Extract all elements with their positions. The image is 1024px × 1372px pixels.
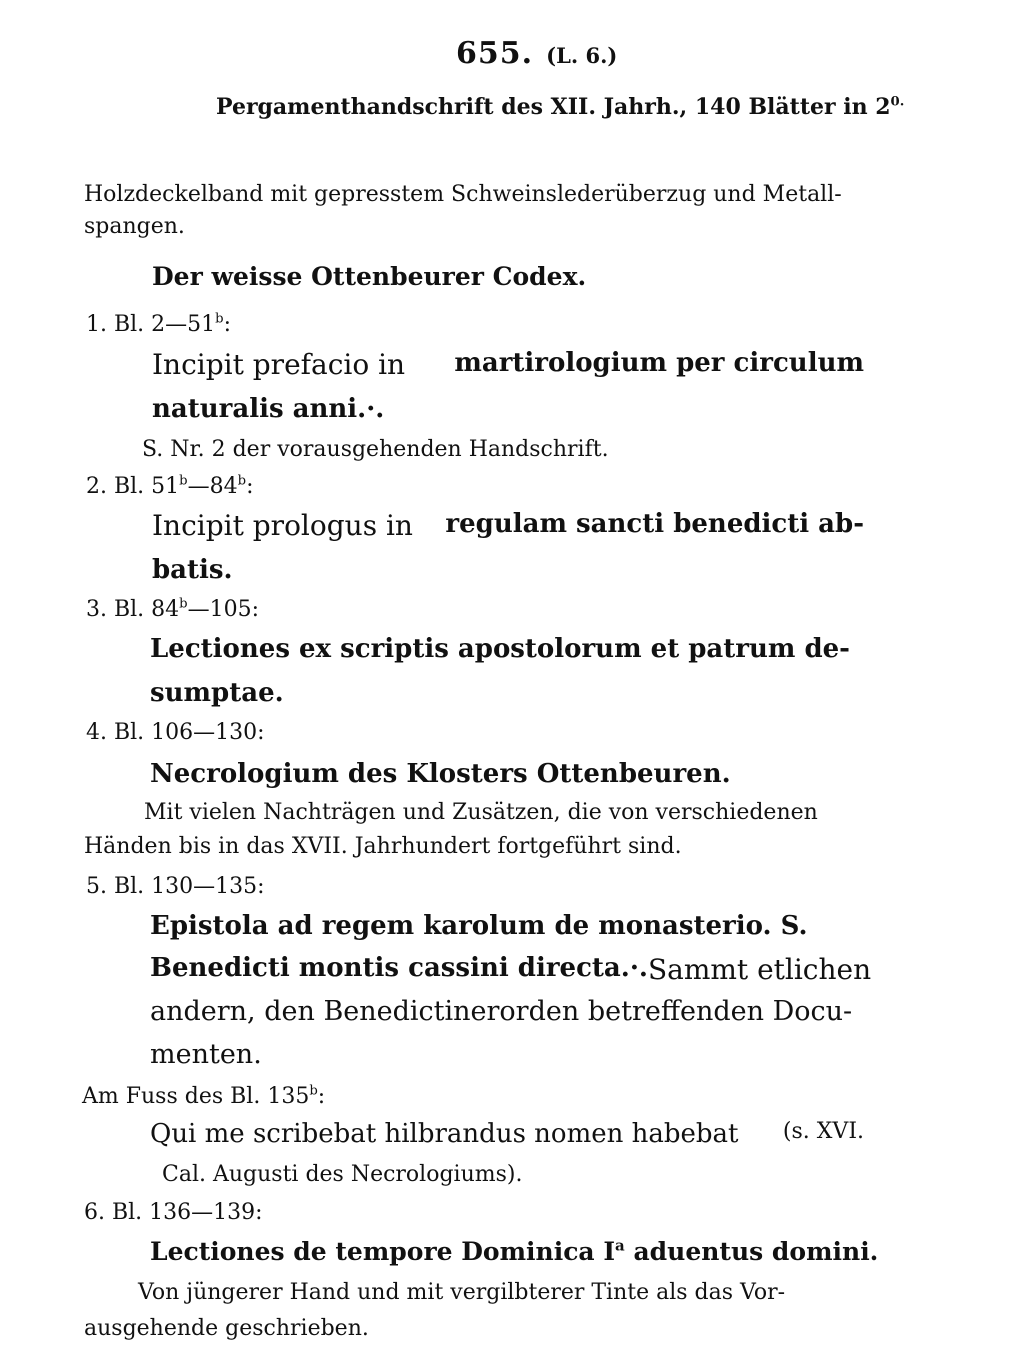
entry-2-title-line-1: Incipit prologus in regulam sancti benedicti ab- bbox=[152, 509, 864, 542]
entry-3-title-line-2: sumptae. bbox=[150, 678, 284, 708]
entry-6-note-line-1: Von jüngerer Hand und mit vergilbterer Tinte als das Vor- bbox=[138, 1280, 786, 1305]
entry-4-label: 4. Bl. 106—130: bbox=[86, 720, 265, 745]
binding-line-2: spangen. bbox=[84, 214, 185, 239]
entry-5-line-3: andern, den Benedictinerorden betreffenden Docu- bbox=[150, 996, 853, 1027]
inscription-line-2: Cal. Augusti des Necrologiums). bbox=[162, 1162, 523, 1187]
entry-5-title-line-2: Benedicti montis cassini directa.·. Sammt etlichen bbox=[150, 953, 872, 986]
format-superscript: 0. bbox=[890, 94, 905, 110]
page-number-heading bbox=[456, 36, 617, 71]
entry-1-note: S. Nr. 2 der vorausgehenden Handschrift. bbox=[142, 437, 609, 462]
entry-4-note-line-1: Mit vielen Nachträgen und Zusätzen, die von verschiedenen bbox=[144, 800, 818, 825]
shelfmark: (L. 6.) bbox=[546, 43, 618, 68]
entry-6-note-line-2: ausgehende geschrieben. bbox=[84, 1316, 369, 1341]
description-text: Pergamenthandschrift des XII. Jahrh., 140 Blätter in 2 bbox=[216, 94, 891, 120]
entry-1-title-line-1: Incipit prefacio in martirologium per circulum bbox=[152, 348, 864, 381]
manuscript-number: 655. bbox=[456, 36, 534, 71]
entry-4-title: Necrologium des Klosters Ottenbeuren. bbox=[150, 759, 731, 789]
entry-5-line-4: menten. bbox=[150, 1039, 262, 1070]
entry-3-title-line-1: Lectiones ex scriptis apostolorum et patrum de- bbox=[150, 634, 850, 664]
entry-4-note-line-2: Händen bis in das XVII. Jahrhundert fortgeführt sind. bbox=[84, 834, 682, 859]
entry-3-label: 3. Bl. 84$^b$—105: bbox=[86, 596, 260, 622]
entry-6-label: 6. Bl. 136—139: bbox=[84, 1200, 263, 1225]
entry-2-label: 2. Bl. 51$^b$—84$^b$: bbox=[86, 473, 254, 499]
entry-5-label: 5. Bl. 130—135: bbox=[86, 874, 265, 899]
binding-line-1: Holzdeckelband mit gepresstem Schweinslederüberzug und Metall- bbox=[84, 182, 842, 207]
manuscript-description bbox=[216, 94, 904, 120]
footnote-label: Am Fuss des Bl. 135$^b$: bbox=[82, 1083, 326, 1109]
entry-5-title-line-1: Epistola ad regem karolum de monasterio. S. bbox=[150, 911, 808, 941]
inscription-line-1: Qui me scribebat hilbrandus nomen habebat (s. XVI. bbox=[150, 1119, 864, 1149]
entry-1-title-line-2: naturalis anni.·. bbox=[152, 394, 385, 424]
codex-title: Der weisse Ottenbeurer Codex. bbox=[152, 262, 587, 291]
entry-1-label: 1. Bl. 2—51$^b$: bbox=[86, 311, 232, 337]
entry-6-title: Lectiones de tempore Dominica $I^a$ aduentus domini. bbox=[150, 1236, 879, 1266]
entry-2-title-line-2: batis. bbox=[152, 555, 233, 585]
